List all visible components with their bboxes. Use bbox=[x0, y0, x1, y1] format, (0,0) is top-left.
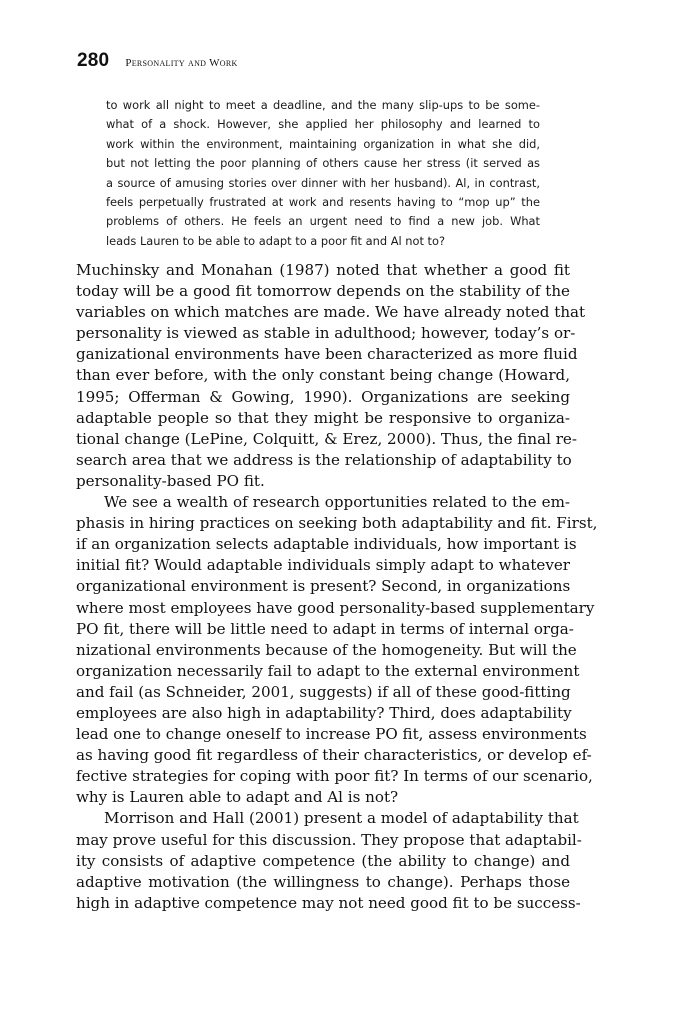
body-line: than ever before, with the only constant being change (Howard, bbox=[76, 366, 570, 385]
body-line: Morrison and Hall (2001) present a model of adaptability that bbox=[104, 809, 579, 828]
body-line: today will be a good fit tomorrow depends on the stability of the bbox=[76, 282, 570, 301]
scenario-line: to work all night to meet a deadline, and the many slip-ups to be some- bbox=[106, 98, 540, 112]
body-line: We see a wealth of research opportunities related to the em- bbox=[104, 493, 570, 512]
body-line: if an organization selects adaptable individuals, how important is bbox=[76, 535, 577, 554]
scenario-line: what of a shock. However, she applied her philosophy and learned to bbox=[106, 117, 540, 132]
body-line: organizational environment is present? Second, in organizations bbox=[76, 577, 571, 596]
paragraph-3 bbox=[76, 808, 582, 913]
body-line: PO fit, there will be little need to adapt in terms of internal orga- bbox=[76, 619, 574, 638]
paragraph-2 bbox=[76, 492, 598, 808]
body-line: personality-based PO fit. bbox=[76, 471, 265, 490]
body-text bbox=[76, 260, 598, 914]
body-line: high in adaptive competence may not need good fit to be success- bbox=[76, 893, 581, 912]
scenario-box bbox=[106, 96, 540, 251]
paragraph-1 bbox=[76, 260, 586, 492]
body-line: as having good fit regardless of their characteristics, or develop ef- bbox=[76, 746, 592, 765]
body-line: ganizational environments have been characterized as more fluid bbox=[76, 345, 578, 364]
body-line: may prove useful for this discussion. They propose that adaptabil- bbox=[76, 830, 582, 849]
scenario-line: but not letting the poor planning of others cause her stress (it served as bbox=[106, 156, 540, 171]
running-title: Personality and Work bbox=[125, 57, 238, 69]
body-line: personality is viewed as stable in adulthood; however, today’s or- bbox=[76, 324, 576, 343]
scenario-line: work within the environment, maintaining organization in what she did, bbox=[106, 136, 540, 151]
body-line: and fail (as Schneider, 2001, suggests) if all of these good-fitting bbox=[76, 682, 571, 701]
body-line: initial fit? Would adaptable individuals simply adapt to whatever bbox=[76, 556, 570, 575]
scenario-line: problems of others. He feels an urgent need to find a new job. What bbox=[106, 214, 540, 229]
body-line: nizational environments because of the homogeneity. But will the bbox=[76, 640, 577, 659]
scenario-line: feels perpetually frustrated at work and resents having to “mop up” the bbox=[106, 195, 540, 210]
body-line: organization necessarily fail to adapt to the external environment bbox=[76, 661, 580, 680]
body-line: fective strategies for coping with poor fit? In terms of our scenario, bbox=[76, 767, 593, 786]
scenario-line: leads Lauren to be able to adapt to a poor fit and Al not to? bbox=[106, 233, 446, 248]
running-head bbox=[77, 50, 238, 80]
body-line: search area that we address is the relationship of adaptability to bbox=[76, 450, 572, 469]
body-line: employees are also high in adaptability? Third, does adaptability bbox=[76, 703, 572, 722]
body-line: 1995; Offerman & Gowing, 1990). Organizations are seeking bbox=[76, 387, 570, 406]
body-line: adaptive motivation (the willingness to change). Perhaps those bbox=[76, 872, 570, 891]
body-line: ity consists of adaptive competence (the ability to change) and bbox=[76, 851, 570, 870]
body-line: variables on which matches are made. We have already noted that bbox=[76, 303, 586, 322]
body-line: tional change (LePine, Colquitt, & Erez, 2000). Thus, the final re- bbox=[76, 429, 577, 448]
body-line: Muchinsky and Monahan (1987) noted that whether a good fit bbox=[76, 261, 570, 279]
page-number: 280 bbox=[77, 50, 110, 71]
body-line: where most employees have good personality-based supplementary bbox=[76, 598, 595, 617]
body-line: phasis in hiring practices on seeking both adaptability and fit. First, bbox=[76, 514, 598, 533]
body-line: adaptable people so that they might be responsive to organiza- bbox=[76, 408, 570, 427]
scenario-line: a source of amusing stories over dinner with her husband). Al, in contrast, bbox=[106, 175, 540, 190]
body-line: why is Lauren able to adapt and Al is not? bbox=[76, 788, 399, 807]
body-line: lead one to change oneself to increase PO fit, assess environments bbox=[76, 725, 587, 744]
